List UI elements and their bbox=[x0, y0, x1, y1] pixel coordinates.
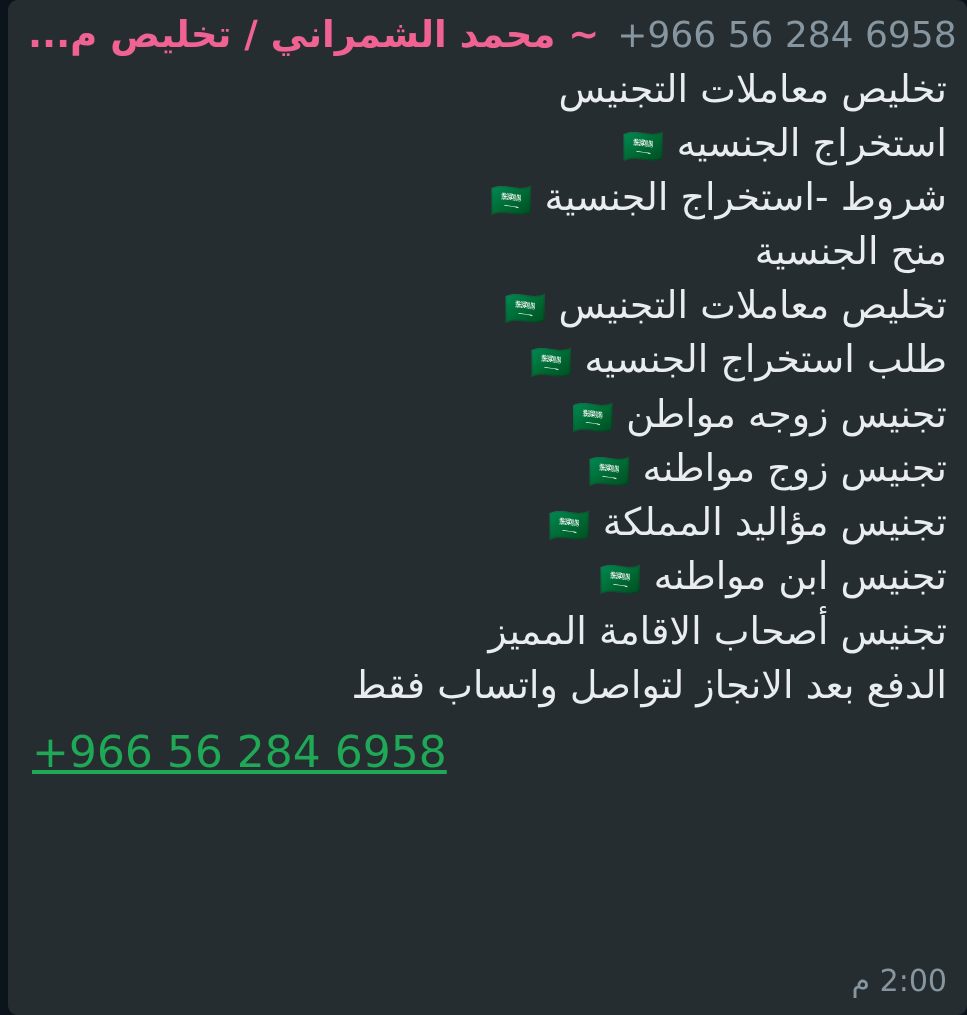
message-line-text: تجنيس مؤاليد المملكة bbox=[602, 500, 947, 545]
message-line-text: منح الجنسية bbox=[754, 229, 947, 274]
message-line bbox=[28, 388, 947, 442]
phone-link-line bbox=[28, 722, 947, 784]
saudi-flag-icon: 🇸🇦 bbox=[529, 343, 573, 384]
saudi-flag-icon: 🇸🇦 bbox=[548, 506, 591, 547]
message-line-text: تجنيس أصحاب الاقامة المميز bbox=[488, 608, 947, 653]
message-line-text: تجنيس ابن مواطنه bbox=[653, 554, 947, 599]
saudi-flag-icon: 🇸🇦 bbox=[599, 560, 642, 601]
message-line bbox=[28, 333, 947, 387]
message-line bbox=[28, 117, 947, 171]
saudi-flag-icon: 🇸🇦 bbox=[622, 126, 665, 167]
saudi-flag-icon: 🇸🇦 bbox=[490, 180, 533, 221]
saudi-flag-icon: 🇸🇦 bbox=[504, 288, 547, 329]
message-line-text: الدفع بعد الانجاز لتواصل واتساب فقط bbox=[351, 662, 947, 707]
message-line bbox=[28, 279, 947, 333]
message-line-text: طلب استخراج الجنسيه bbox=[584, 337, 947, 382]
message-line bbox=[28, 442, 947, 496]
message-bubble[interactable] bbox=[8, 0, 967, 1015]
message-line-text: تخليص معاملات التجنيس bbox=[558, 282, 947, 327]
message-text bbox=[28, 63, 947, 785]
phone-number-link[interactable]: +966 56 284 6958 bbox=[32, 727, 447, 779]
message-line bbox=[28, 659, 947, 713]
contact-name[interactable]: ~ محمد الشمراني / تخليص م... bbox=[28, 13, 600, 56]
message-line bbox=[28, 63, 947, 117]
saudi-flag-icon: 🇸🇦 bbox=[588, 451, 631, 492]
message-line bbox=[28, 225, 947, 279]
message-line bbox=[28, 605, 947, 659]
message-line bbox=[28, 171, 947, 225]
message-line-text: شروط -استخراج الجنسية bbox=[544, 174, 947, 219]
message-timestamp: 2:00 م bbox=[851, 964, 947, 999]
contact-phone-number: +966 56 284 6958 bbox=[617, 15, 957, 56]
message-line bbox=[28, 550, 947, 604]
message-line-text: تجنيس زوج مواطنه bbox=[642, 445, 947, 490]
message-line bbox=[28, 496, 947, 550]
message-line-text: تجنيس زوجه مواطن bbox=[626, 391, 947, 436]
message-line-text: استخراج الجنسيه bbox=[676, 120, 947, 165]
message-meta bbox=[28, 964, 947, 1005]
message-header bbox=[28, 13, 957, 57]
saudi-flag-icon: 🇸🇦 bbox=[571, 397, 614, 438]
message-line-text: تخليص معاملات التجنيس bbox=[558, 66, 947, 111]
